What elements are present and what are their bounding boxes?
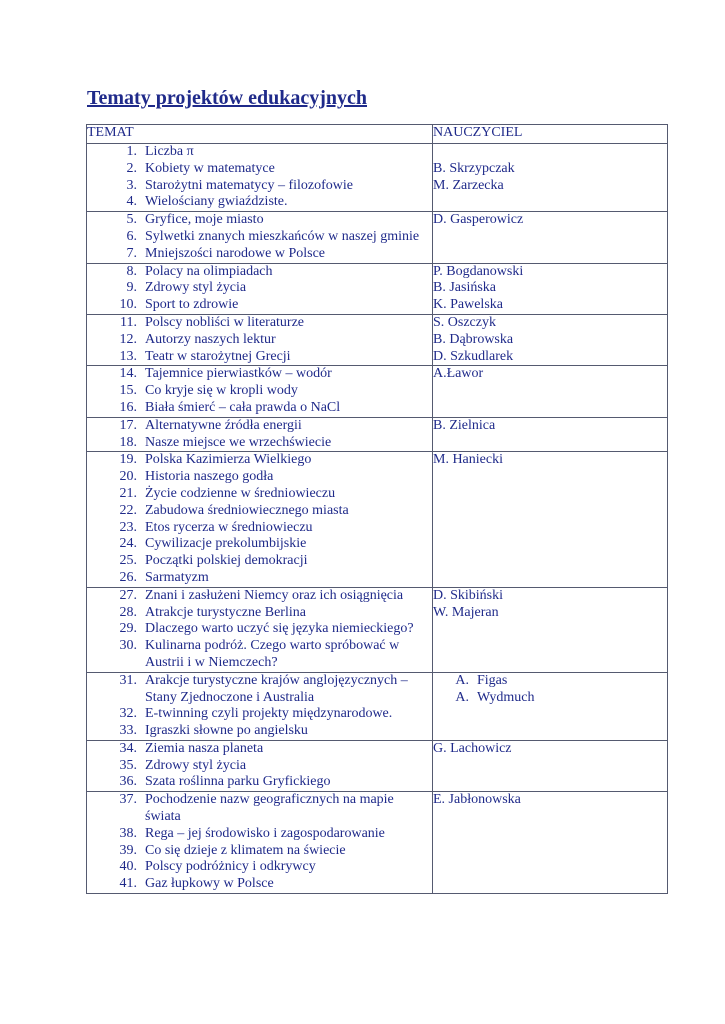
topic-text: Alternatywne źródła energii — [145, 417, 302, 433]
topic-text: Gryfice, moje miasto — [145, 212, 264, 228]
teacher-cell — [433, 314, 668, 365]
topic-item — [87, 876, 432, 893]
topic-text: Historia naszego godła — [145, 469, 274, 485]
topic-number: 22. — [119, 502, 137, 518]
teacher-name: G. Lachowicz — [433, 740, 512, 756]
topic-text: Zdrowy styl życia — [145, 757, 247, 773]
teacher-name: B. Dąbrowska — [433, 331, 514, 347]
topic-text: Etos rycerza w średniowieczu — [145, 519, 313, 535]
topic-number: 3. — [126, 177, 137, 193]
topic-number: 10. — [119, 297, 137, 313]
topic-number: 34. — [119, 740, 137, 756]
topic-text: Liczba π — [145, 144, 194, 159]
topic-text: Kobiety w matematyce — [145, 160, 275, 176]
teacher-name: M. Haniecki — [433, 452, 503, 468]
topic-text: Tajemnice pierwiastków – wodór — [145, 366, 332, 382]
teacher-name: K. Pawelska — [433, 297, 503, 313]
teacher-name: W. Majeran — [433, 604, 499, 620]
topic-item — [87, 418, 432, 435]
topic-number: 7. — [126, 245, 137, 261]
teacher-number: A. — [455, 672, 469, 688]
topic-item — [87, 809, 432, 826]
topic-text: Znani i zasłużeni Niemcy oraz ich osiągnięcia — [145, 587, 404, 603]
topic-text: Biała śmierć – cała prawda o NaCl — [145, 399, 341, 415]
teacher-name: Figas — [477, 672, 508, 688]
topic-item — [87, 212, 432, 229]
topic-item — [87, 315, 432, 332]
topic-number: 9. — [126, 280, 137, 296]
topic-number — [87, 809, 145, 826]
topic-item — [87, 264, 432, 281]
topic-text: Pochodzenie nazw geograficznych na mapie — [145, 792, 394, 808]
table-row — [87, 792, 668, 894]
topic-number: 4. — [126, 194, 137, 210]
teacher-cell — [433, 144, 668, 212]
topic-item — [87, 452, 432, 469]
topic-text: Dlaczego warto uczyć się języka niemieckiego? — [145, 621, 414, 637]
topic-cell — [87, 366, 433, 417]
topic-number: 25. — [119, 553, 137, 569]
topic-cell — [87, 792, 433, 894]
topic-item — [87, 859, 432, 876]
topic-number: 13. — [119, 348, 137, 364]
table-row — [87, 672, 668, 740]
topic-text: świata — [145, 809, 181, 825]
topic-item — [87, 673, 432, 690]
topic-number: 32. — [119, 706, 137, 722]
topic-item — [87, 194, 432, 211]
topic-item — [87, 486, 432, 503]
topic-text: Starożytni matematycy – filozofowie — [145, 177, 353, 193]
topic-number: 36. — [119, 774, 137, 790]
topic-number: 6. — [126, 228, 137, 244]
teacher-cell — [433, 452, 668, 587]
topic-item — [87, 655, 432, 672]
teacher-cell — [433, 587, 668, 672]
topic-text: E-twinning czyli projekty międzynarodowe. — [145, 706, 393, 722]
topic-item — [87, 520, 432, 537]
topic-text: Wielościany gwiaździste. — [145, 194, 288, 210]
topic-number: 33. — [119, 723, 137, 739]
topic-text: Rega – jej środowisko i zagospodarowanie — [145, 825, 385, 841]
topic-number: 35. — [119, 757, 137, 773]
topic-text: Polscy nobliści w literaturze — [145, 314, 305, 330]
topic-item — [87, 536, 432, 553]
topic-item — [87, 723, 432, 740]
topic-number: 37. — [119, 792, 137, 808]
topic-number: 31. — [119, 672, 137, 688]
topic-text: Igraszki słowne po angielsku — [145, 723, 308, 739]
topic-number: 12. — [119, 331, 137, 347]
topic-item — [87, 349, 432, 366]
teacher-item — [433, 673, 667, 690]
topic-item — [87, 366, 432, 383]
topic-number: 5. — [126, 212, 137, 228]
topic-item — [87, 469, 432, 486]
topic-cell — [87, 587, 433, 672]
topic-item — [87, 178, 432, 195]
teacher-name: B. Skrzypczak — [433, 160, 515, 176]
topic-cell — [87, 212, 433, 263]
topic-item — [87, 503, 432, 520]
page-title: Tematy projektów edukacyjnych — [87, 87, 368, 109]
topic-number: 16. — [119, 399, 137, 415]
header-teacher: NAUCZYCIEL — [433, 125, 668, 144]
topic-cell — [87, 740, 433, 791]
topic-text: Zdrowy styl życia — [145, 280, 247, 296]
topic-cell — [87, 672, 433, 740]
topic-item — [87, 706, 432, 723]
teacher-name: Wydmuch — [477, 689, 535, 705]
topic-number: 29. — [119, 621, 137, 637]
topic-number: 19. — [119, 452, 137, 468]
teacher-name: S. Oszczyk — [433, 314, 496, 330]
topic-text: Początki polskiej demokracji — [145, 553, 308, 569]
teacher-item — [433, 690, 667, 707]
topic-number: 17. — [119, 417, 137, 433]
topic-item — [87, 621, 432, 638]
teacher-name: P. Bogdanowski — [433, 263, 524, 279]
teacher-name: D. Szkudlarek — [433, 348, 514, 364]
topic-text: Co kryje się w kropli wody — [145, 383, 298, 399]
teacher-cell — [433, 672, 668, 740]
topic-text: Autorzy naszych lektur — [145, 331, 276, 347]
topic-text: Kulinarna podróż. Czego warto spróbować w — [145, 638, 400, 654]
topic-number: 18. — [119, 434, 137, 450]
topic-item — [87, 144, 432, 161]
topic-item — [87, 570, 432, 587]
topic-cell — [87, 452, 433, 587]
topic-text: Arakcje turystyczne krajów anglojęzycznych – — [145, 672, 408, 688]
topic-item — [87, 843, 432, 860]
topic-text: Sport to zdrowie — [145, 297, 239, 313]
topic-text: Gaz łupkowy w Polsce — [145, 876, 274, 892]
topic-number: 23. — [119, 519, 137, 535]
topic-item — [87, 690, 432, 707]
topic-text: Co się dzieje z klimatem na świecie — [145, 842, 346, 858]
topic-item — [87, 435, 432, 452]
topic-cell — [87, 417, 433, 452]
topic-text: Polscy podróżnicy i odkrywcy — [145, 859, 316, 875]
table-body — [87, 144, 668, 894]
topic-number — [87, 655, 145, 672]
table-row — [87, 366, 668, 417]
topic-item — [87, 246, 432, 263]
topic-number: 41. — [119, 876, 137, 892]
table-row — [87, 314, 668, 365]
header-topic: TEMAT — [87, 125, 433, 144]
topic-number: 21. — [119, 485, 137, 501]
topic-item — [87, 605, 432, 622]
topic-number: 8. — [126, 263, 137, 279]
topic-text: Teatr w starożytnej Grecji — [145, 348, 291, 364]
topic-cell — [87, 263, 433, 314]
teacher-number: A. — [455, 689, 469, 705]
topic-text: Atrakcje turystyczne Berlina — [145, 604, 306, 620]
teacher-name: M. Zarzecka — [433, 177, 504, 193]
teacher-cell — [433, 212, 668, 263]
topic-number: 1. — [126, 144, 137, 159]
topic-item — [87, 741, 432, 758]
topic-cell — [87, 144, 433, 212]
topic-number: 39. — [119, 842, 137, 858]
topic-number: 24. — [119, 536, 137, 552]
topic-item — [87, 588, 432, 605]
topic-text: Sylwetki znanych mieszkańców w naszej gminie — [145, 228, 420, 244]
teacher-cell — [433, 263, 668, 314]
topic-item — [87, 758, 432, 775]
topic-text: Szata roślinna parku Gryfickiego — [145, 774, 331, 790]
topic-number: 26. — [119, 569, 137, 585]
topic-item — [87, 400, 432, 417]
topic-number: 30. — [119, 638, 137, 654]
topic-text: Ziemia nasza planeta — [145, 740, 264, 756]
topic-cell — [87, 314, 433, 365]
topic-number: 40. — [119, 859, 137, 875]
topic-item — [87, 638, 432, 655]
teacher-name: A.Ławor — [433, 366, 484, 382]
teacher-cell — [433, 366, 668, 417]
topic-number: 14. — [119, 366, 137, 382]
topic-number: 27. — [119, 587, 137, 603]
table-row — [87, 740, 668, 791]
teacher-name: B. Zielnica — [433, 417, 496, 433]
topic-number: 11. — [120, 314, 137, 330]
topic-text: Życie codzienne w średniowieczu — [145, 485, 336, 501]
topic-item — [87, 229, 432, 246]
topic-text: Stany Zjednoczone i Australia — [145, 689, 315, 705]
topic-number: 38. — [119, 825, 137, 841]
topic-item — [87, 280, 432, 297]
topic-number: 20. — [119, 469, 137, 485]
topic-item — [87, 383, 432, 400]
topic-item — [87, 826, 432, 843]
teacher-cell — [433, 740, 668, 791]
topic-item — [87, 161, 432, 178]
teacher-name: D. Skibiński — [433, 587, 504, 603]
topic-item — [87, 297, 432, 314]
teacher-name: B. Jasińska — [433, 280, 496, 296]
topic-text: Mniejszości narodowe w Polsce — [145, 245, 326, 261]
teacher-cell — [433, 417, 668, 452]
topic-text: Polska Kazimierza Wielkiego — [145, 452, 312, 468]
topic-text: Cywilizacje prekolumbijskie — [145, 536, 307, 552]
topic-text: Zabudowa średniowiecznego miasta — [145, 502, 349, 518]
topic-item — [87, 774, 432, 791]
table-header-row — [87, 125, 668, 144]
table-row — [87, 587, 668, 672]
topic-text: Polacy na olimpiadach — [145, 263, 273, 279]
topic-item — [87, 332, 432, 349]
table-row — [87, 452, 668, 587]
teacher-name — [433, 144, 667, 161]
teacher-name: D. Gasperowicz — [433, 212, 524, 228]
teacher-name: E. Jabłonowska — [433, 792, 521, 808]
topic-item — [87, 792, 432, 809]
table-row — [87, 263, 668, 314]
topic-text: Sarmatyzm — [145, 569, 209, 585]
topic-number: 28. — [119, 604, 137, 620]
topic-number — [87, 690, 145, 707]
table-row — [87, 144, 668, 212]
topic-text: Nasze miejsce we wrzechświecie — [145, 434, 332, 450]
topic-text: Austrii i w Niemczech? — [145, 654, 278, 670]
topic-number: 2. — [126, 160, 137, 176]
teacher-cell — [433, 792, 668, 894]
topics-table — [86, 124, 668, 894]
table-row — [87, 212, 668, 263]
topic-number: 15. — [119, 383, 137, 399]
table-row — [87, 417, 668, 452]
topic-item — [87, 553, 432, 570]
